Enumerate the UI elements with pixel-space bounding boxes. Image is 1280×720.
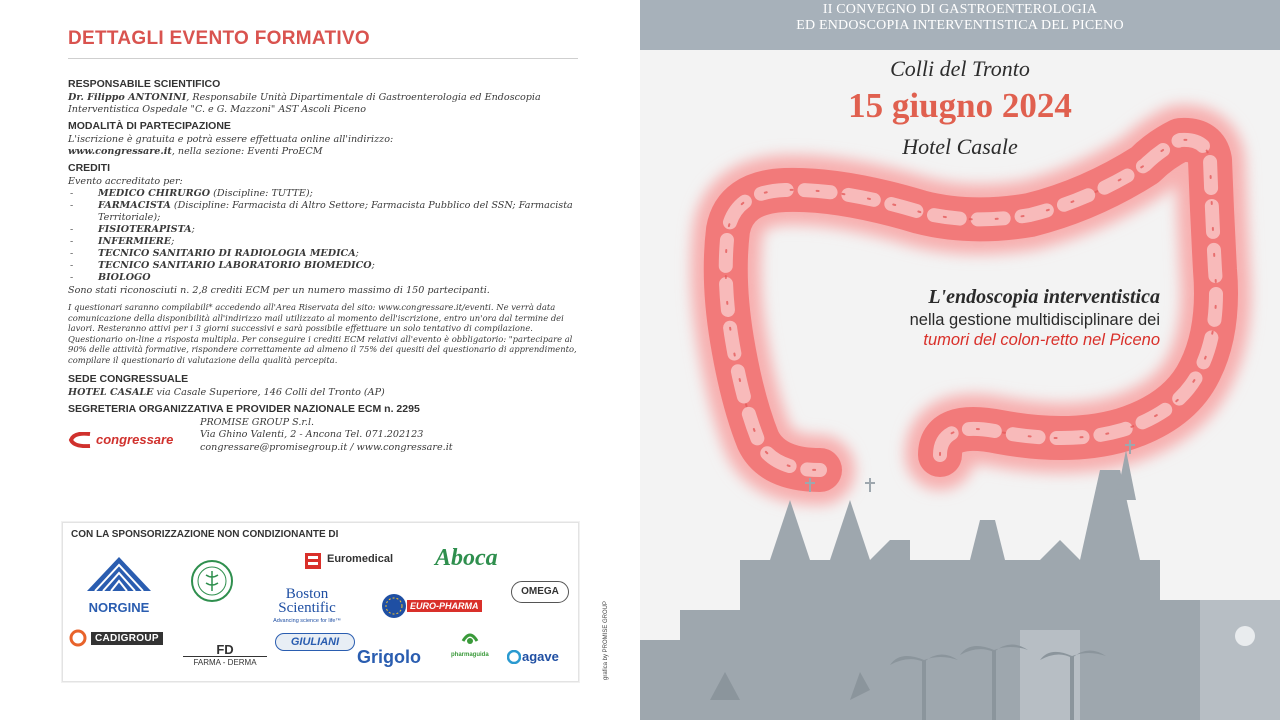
list-item	[68, 248, 580, 260]
boston-scientific-logo	[259, 587, 355, 628]
event-location: Colli del Tronto	[890, 56, 1030, 81]
crediti-note: I questionari saranno compilabili* accedendo all'Area Riservata del sito: www.congressare.it/eventi. Ne verrà data comunicazione della disponibilità all'indirizzo mail utilizzato al momento dell'iscrizione, entro un'ora dal termine dei lavori. Resteranno attivi per i 3 giorni successivi e sarà possibile effettuare un solo tentativo di compilazione. Questionario on-line a risposta multipla. Per conseguire i crediti ECM relativi all'evento è obbligatorio: "partecipare al 90% delle attività formative, rispondere correttamente ad almeno il 75% dei quesiti del questionario di apprendimento, compilare il questionario di valutazione della qualità percepita.	[68, 302, 577, 365]
sponsors-heading: CON LA SPONSORIZZAZIONE NON CONDIZIONANTE DI	[71, 529, 339, 540]
congressare-logo	[68, 425, 200, 455]
segreteria-heading: SEGRETERIA ORGANIZZATIVA E PROVIDER NAZIONALE ECM n. 2295	[68, 402, 420, 415]
list-item	[68, 236, 580, 248]
sponsors-box	[62, 522, 579, 682]
credit-list	[68, 188, 580, 284]
sede-text	[68, 387, 580, 399]
crediti-intro: Evento accreditato per:	[68, 176, 183, 187]
event-tagline	[800, 286, 1160, 350]
title-divider	[68, 58, 578, 59]
grigolo-logo: Grigolo	[357, 647, 421, 667]
brochure-cover	[640, 0, 1280, 720]
provider-info	[200, 417, 453, 455]
euromedical-text: Euromedical	[327, 553, 394, 565]
agave-logo	[507, 649, 559, 664]
tagline-line-3: tumori del colon-retto nel Piceno	[923, 331, 1160, 349]
list-item	[68, 272, 580, 284]
giuliani-logo: GIULIANI	[275, 633, 355, 651]
cadigroup-text: CADIGROUP	[91, 632, 163, 645]
modalita-text	[68, 134, 580, 158]
pharmacy-seal-logo	[185, 559, 239, 608]
pharmaguida-logo	[451, 629, 489, 658]
crediti-summary: Sono stati riconosciuti n. 2,8 crediti ECM per un numero massimo di 150 partecipanti.	[68, 285, 490, 296]
banner-line-1: II CONVEGNO DI GASTROENTEROLOGIA	[822, 2, 1098, 17]
europharma-logo	[381, 593, 482, 619]
list-item	[68, 200, 580, 224]
modalita-line2: , nella sezione: Eventi ProECM	[171, 146, 323, 157]
provider-contacts[interactable]: congressare@promisegroup.it / www.congressare.it	[200, 441, 453, 453]
event-date: 15 giugno 2024	[848, 86, 1072, 125]
responsabile-role: , Responsabile Unità Dipartimentale di Gastroenterologia ed Endoscopia Interventistica Ospedale "C. e G. Mazzoni" AST Ascoli Piceno	[68, 92, 541, 115]
credit-detail: ;	[191, 224, 195, 235]
credit-role: FARMACISTA	[98, 200, 171, 211]
venue-address: via Casale Superiore, 146 Colli del Tronto (AP)	[153, 386, 385, 398]
list-item	[68, 224, 580, 236]
norgine-text: NORGINE	[88, 600, 150, 615]
cadigroup-logo	[69, 629, 163, 647]
provider-block	[68, 417, 580, 455]
credit-detail: (Discipline: TUTTE);	[210, 188, 313, 199]
tagline-line-1: L'endoscopia interventistica	[928, 286, 1160, 308]
credit-role: FISIOTERAPISTA	[98, 224, 192, 235]
credit-detail: (Discipline: Farmacista di Altro Settore; Farmacista Pubblico del SSN; Farmacista Territoriale);	[98, 200, 573, 223]
registration-link[interactable]: www.congressare.it	[68, 146, 172, 157]
credit-role: MEDICO CHIRURGO	[98, 188, 211, 199]
venue-name: HOTEL CASALE	[68, 386, 154, 398]
farmaderma-logo	[183, 643, 267, 667]
credit-detail: ;	[355, 248, 359, 259]
congressare-logo-text: congressare	[96, 431, 174, 447]
banner-line-2: ED ENDOSCOPIA INTERVENTISTICA DEL PICENO	[796, 18, 1124, 33]
design-credit: grafica by PROMISE GROUP	[603, 600, 609, 680]
credit-detail: ;	[371, 260, 375, 271]
euromedical-logo	[303, 547, 393, 571]
event-venue: Hotel Casale	[902, 134, 1018, 159]
credit-role: TECNICO SANITARIO LABORATORIO BIOMEDICO	[98, 260, 372, 271]
section-title: DETTAGLI EVENTO FORMATIVO	[68, 28, 370, 49]
agave-text: agave	[522, 649, 559, 664]
responsabile-text	[68, 92, 580, 116]
credit-role: INFERMIERE	[98, 236, 172, 247]
omega-logo: OMEGA	[511, 581, 569, 603]
boston-scientific-tagline: Advancing science for life™	[273, 618, 341, 624]
credit-detail: ;	[171, 236, 175, 247]
responsabile-name: Dr. Filippo ANTONINI	[68, 92, 187, 103]
event-details	[68, 74, 580, 455]
provider-address: Via Ghino Valenti, 2 - Ancona Tel. 071.202123	[200, 429, 424, 441]
crediti-heading: CREDITI	[68, 162, 110, 174]
farmaderma-text: FARMA - DERMA	[183, 656, 267, 667]
credit-role: BIOLOGO	[98, 272, 151, 283]
list-item	[68, 188, 580, 200]
congressare-mark-icon	[68, 432, 94, 448]
modalita-heading: MODALITÀ DI PARTECIPAZIONE	[68, 120, 231, 132]
tagline-line-2: nella gestione multidisciplinare dei	[909, 311, 1160, 329]
farmaderma-mark-icon: FD	[216, 642, 234, 657]
modalita-line1: L'iscrizione è gratuita e potrà essere effettuata online all'indirizzo:	[68, 134, 394, 145]
boston-scientific-text: Boston Scientific	[278, 586, 336, 616]
credit-role: TECNICO SANITARIO DI RADIOLOGIA MEDICA	[98, 248, 356, 259]
sede-heading: SEDE CONGRESSUALE	[68, 372, 189, 385]
provider-company: PROMISE GROUP S.r.l.	[200, 416, 315, 428]
europharma-text: EURO-PHARMA	[407, 600, 482, 612]
norgine-logo	[73, 553, 165, 615]
conference-banner	[640, 0, 1280, 50]
aboca-logo: Aboca	[435, 545, 498, 571]
pharmaguida-text: pharmaguida	[451, 652, 489, 658]
list-item	[68, 260, 580, 272]
responsabile-heading: RESPONSABILE SCIENTIFICO	[68, 78, 221, 90]
